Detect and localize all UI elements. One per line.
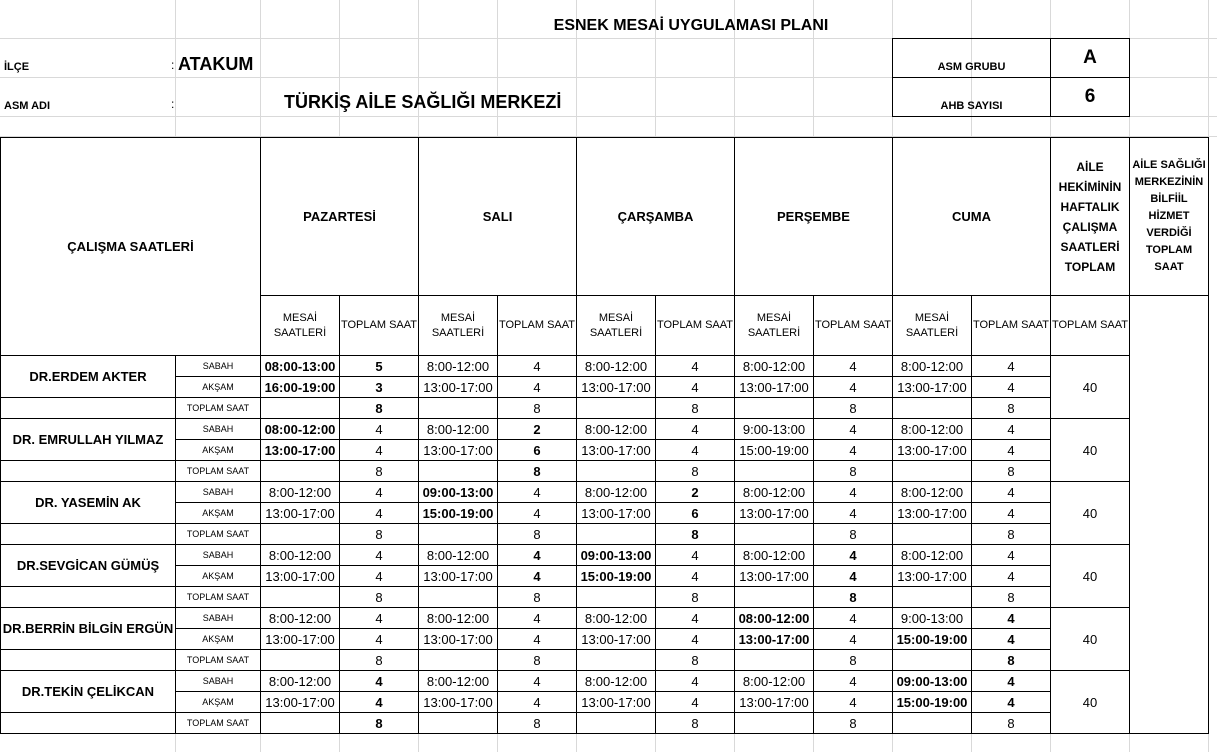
shift-time[interactable]: 08:00-12:00 <box>735 608 814 629</box>
shift-label-aksam: AKŞAM <box>176 377 261 398</box>
shift-hours[interactable]: 4 <box>972 356 1051 377</box>
empty-cell <box>1 587 176 608</box>
empty-cell <box>735 650 814 671</box>
shift-hours[interactable]: 2 <box>498 419 577 440</box>
table-row <box>1 524 1209 545</box>
shift-time[interactable]: 08:00-12:00 <box>261 419 340 440</box>
empty-cell <box>1 461 176 482</box>
daily-total[interactable]: 8 <box>498 587 577 608</box>
daily-total[interactable]: 8 <box>972 461 1051 482</box>
day-header: SALI <box>419 138 577 296</box>
shift-time[interactable]: 9:00-13:00 <box>735 419 814 440</box>
weekly-total[interactable]: 40 <box>1051 608 1130 671</box>
empty-cell <box>893 650 972 671</box>
shift-time[interactable]: 8:00-12:00 <box>735 356 814 377</box>
daily-total[interactable]: 8 <box>814 587 893 608</box>
shift-hours[interactable]: 4 <box>814 503 893 524</box>
shift-label-aksam: AKŞAM <box>176 503 261 524</box>
ahb-sayisi-value-cell[interactable] <box>1050 77 1130 117</box>
shift-time[interactable]: 13:00-17:00 <box>577 629 656 650</box>
shift-label-aksam: AKŞAM <box>176 629 261 650</box>
shift-hours[interactable]: 4 <box>656 545 735 566</box>
empty-cell <box>261 650 340 671</box>
shift-time[interactable]: 8:00-12:00 <box>577 482 656 503</box>
shift-time[interactable]: 13:00-17:00 <box>577 503 656 524</box>
shift-time[interactable]: 09:00-13:00 <box>419 482 498 503</box>
shift-time[interactable]: 8:00-12:00 <box>419 671 498 692</box>
shift-hours[interactable]: 4 <box>972 608 1051 629</box>
shift-hours[interactable]: 4 <box>498 356 577 377</box>
empty-cell <box>577 650 656 671</box>
header-row-days <box>1 138 1209 296</box>
doctor-name: DR.TEKİN ÇELİKCAN <box>1 671 176 713</box>
shift-hours[interactable]: 4 <box>814 671 893 692</box>
daily-total[interactable]: 8 <box>340 587 419 608</box>
mesai-saatleri-header: MESAİ SAATLERİ <box>261 296 340 356</box>
shift-hours[interactable]: 4 <box>498 692 577 713</box>
shift-hours[interactable]: 4 <box>656 440 735 461</box>
daily-total[interactable]: 8 <box>340 524 419 545</box>
shift-hours[interactable]: 4 <box>972 440 1051 461</box>
shift-label-toplam: TOPLAM SAAT <box>176 713 261 734</box>
shift-hours[interactable]: 4 <box>340 503 419 524</box>
shift-hours[interactable]: 4 <box>340 440 419 461</box>
shift-time[interactable]: 8:00-12:00 <box>419 356 498 377</box>
daily-total[interactable]: 8 <box>972 398 1051 419</box>
table-row <box>1 503 1209 524</box>
shift-time[interactable]: 8:00-12:00 <box>735 671 814 692</box>
shift-label-toplam: TOPLAM SAAT <box>176 524 261 545</box>
empty-cell <box>419 587 498 608</box>
shift-hours[interactable]: 4 <box>814 356 893 377</box>
shift-hours[interactable]: 4 <box>656 629 735 650</box>
daily-total[interactable]: 8 <box>340 398 419 419</box>
shift-label-sabah: SABAH <box>176 671 261 692</box>
table-row <box>1 608 1209 629</box>
daily-total[interactable]: 8 <box>814 524 893 545</box>
daily-total[interactable]: 8 <box>656 713 735 734</box>
shift-time[interactable]: 16:00-19:00 <box>261 377 340 398</box>
shift-time[interactable]: 13:00-17:00 <box>261 503 340 524</box>
shift-time[interactable]: 13:00-17:00 <box>735 692 814 713</box>
empty-cell <box>419 713 498 734</box>
shift-hours[interactable]: 4 <box>814 566 893 587</box>
shift-time[interactable]: 8:00-12:00 <box>577 356 656 377</box>
shift-hours[interactable]: 4 <box>498 629 577 650</box>
empty-cell <box>893 524 972 545</box>
ahb-sayisi-label-cell <box>892 77 1051 117</box>
weekly-total[interactable]: 40 <box>1051 482 1130 545</box>
table-row <box>1 356 1209 377</box>
empty-cell <box>735 398 814 419</box>
shift-hours[interactable]: 4 <box>972 377 1051 398</box>
shift-label-aksam: AKŞAM <box>176 566 261 587</box>
shift-time[interactable]: 15:00-19:00 <box>893 629 972 650</box>
shift-time[interactable]: 15:00-19:00 <box>893 692 972 713</box>
shift-time[interactable]: 8:00-12:00 <box>893 482 972 503</box>
calisma-saatleri-header: ÇALIŞMA SAATLERİ <box>1 138 261 356</box>
daily-total[interactable]: 8 <box>656 650 735 671</box>
shift-label-toplam: TOPLAM SAAT <box>176 650 261 671</box>
shift-hours[interactable]: 4 <box>814 440 893 461</box>
shift-time[interactable]: 13:00-17:00 <box>419 692 498 713</box>
shift-time[interactable]: 8:00-12:00 <box>261 608 340 629</box>
asm-adi-value[interactable]: TÜRKİŞ AİLE SAĞLIĞI MERKEZİ <box>284 92 562 112</box>
shift-time[interactable]: 13:00-17:00 <box>893 377 972 398</box>
empty-cell <box>1 398 176 419</box>
shift-time[interactable]: 13:00-17:00 <box>893 440 972 461</box>
empty-cell <box>893 587 972 608</box>
asm-total-empty <box>1130 296 1209 734</box>
asm-grubu-label: ASM GRUBU <box>937 61 1006 73</box>
shift-hours[interactable]: 3 <box>340 377 419 398</box>
day-header: ÇARŞAMBA <box>577 138 735 296</box>
shift-hours[interactable]: 4 <box>814 629 893 650</box>
mesai-saatleri-header: MESAİ SAATLERİ <box>419 296 498 356</box>
shift-time[interactable]: 09:00-13:00 <box>577 545 656 566</box>
day-header: CUMA <box>893 138 1051 296</box>
shift-hours[interactable]: 6 <box>656 503 735 524</box>
daily-total[interactable]: 8 <box>814 461 893 482</box>
shift-hours[interactable]: 4 <box>972 671 1051 692</box>
shift-time[interactable]: 13:00-17:00 <box>419 566 498 587</box>
daily-total[interactable]: 8 <box>340 461 419 482</box>
shift-hours[interactable]: 4 <box>656 692 735 713</box>
doctor-name: DR.BERRİN BİLGİN ERGÜN <box>1 608 176 650</box>
day-header: PAZARTESİ <box>261 138 419 296</box>
ilce-label: İLÇE <box>4 61 30 73</box>
mesai-saatleri-header: MESAİ SAATLERİ <box>735 296 814 356</box>
shift-time[interactable]: 8:00-12:00 <box>261 545 340 566</box>
asm-adi-label: ASM ADI <box>4 100 51 112</box>
empty-cell <box>735 713 814 734</box>
shift-time[interactable]: 13:00-17:00 <box>261 566 340 587</box>
empty-cell <box>261 524 340 545</box>
shift-hours[interactable]: 4 <box>972 566 1051 587</box>
toplam-saat-header: TOPLAM SAAT <box>498 296 577 356</box>
empty-cell <box>577 587 656 608</box>
empty-cell <box>893 398 972 419</box>
shift-time[interactable]: 13:00-17:00 <box>577 692 656 713</box>
daily-total[interactable]: 8 <box>498 524 577 545</box>
shift-hours[interactable]: 5 <box>340 356 419 377</box>
shift-time[interactable]: 13:00-17:00 <box>577 440 656 461</box>
shift-hours[interactable]: 4 <box>340 629 419 650</box>
shift-time[interactable]: 15:00-19:00 <box>419 503 498 524</box>
empty-cell <box>577 524 656 545</box>
shift-time[interactable]: 13:00-17:00 <box>261 629 340 650</box>
shift-hours[interactable]: 4 <box>340 566 419 587</box>
toplam-saat-header: TOPLAM SAAT <box>656 296 735 356</box>
daily-total[interactable]: 8 <box>814 713 893 734</box>
shift-hours[interactable]: 4 <box>814 419 893 440</box>
empty-cell <box>893 461 972 482</box>
toplam-saat-header: TOPLAM SAAT <box>340 296 419 356</box>
shift-hours[interactable]: 2 <box>656 482 735 503</box>
empty-cell <box>261 713 340 734</box>
table-row <box>1 545 1209 566</box>
shift-time[interactable]: 8:00-12:00 <box>735 545 814 566</box>
ilce-colon: : <box>171 58 175 72</box>
doctor-name: DR. EMRULLAH YILMAZ <box>1 419 176 461</box>
shift-time[interactable]: 13:00-17:00 <box>893 566 972 587</box>
doctor-name: DR.ERDEM AKTER <box>1 356 176 398</box>
shift-hours[interactable]: 4 <box>972 482 1051 503</box>
shift-time[interactable]: 13:00-17:00 <box>893 503 972 524</box>
daily-total[interactable]: 8 <box>656 524 735 545</box>
empty-cell <box>577 713 656 734</box>
doctor-name: DR. YASEMİN AK <box>1 482 176 524</box>
daily-total[interactable]: 8 <box>498 398 577 419</box>
table-row <box>1 692 1209 713</box>
shift-hours[interactable]: 4 <box>340 545 419 566</box>
table-row <box>1 650 1209 671</box>
shift-time[interactable]: 8:00-12:00 <box>577 608 656 629</box>
ahb-sayisi-value: 6 <box>1084 86 1096 107</box>
shift-hours[interactable]: 4 <box>814 545 893 566</box>
shift-time[interactable]: 13:00-17:00 <box>735 629 814 650</box>
table-row <box>1 461 1209 482</box>
mesai-saatleri-header: MESAİ SAATLERİ <box>577 296 656 356</box>
shift-hours[interactable]: 4 <box>656 671 735 692</box>
shift-time[interactable]: 08:00-13:00 <box>261 356 340 377</box>
shift-hours[interactable]: 4 <box>814 482 893 503</box>
shift-time[interactable]: 8:00-12:00 <box>261 482 340 503</box>
shift-hours[interactable]: 4 <box>340 692 419 713</box>
empty-cell <box>419 461 498 482</box>
shift-time[interactable]: 8:00-12:00 <box>577 419 656 440</box>
weekly-total[interactable]: 40 <box>1051 545 1130 608</box>
daily-total[interactable]: 8 <box>498 650 577 671</box>
shift-hours[interactable]: 4 <box>656 377 735 398</box>
daily-total[interactable]: 8 <box>656 398 735 419</box>
empty-cell <box>893 713 972 734</box>
shift-hours[interactable]: 4 <box>656 608 735 629</box>
shift-time[interactable]: 8:00-12:00 <box>419 545 498 566</box>
daily-total[interactable]: 8 <box>814 398 893 419</box>
empty-cell <box>735 461 814 482</box>
empty-cell <box>419 524 498 545</box>
weekly-total[interactable]: 40 <box>1051 356 1130 419</box>
shift-time[interactable]: 13:00-17:00 <box>419 629 498 650</box>
empty-cell <box>577 398 656 419</box>
doctor-name: DR.SEVGİCAN GÜMÜŞ <box>1 545 176 587</box>
asm-grubu-label-cell <box>892 38 1051 78</box>
shift-hours[interactable]: 6 <box>498 440 577 461</box>
asm-adi-colon: : <box>171 97 175 111</box>
weekly-total[interactable]: 40 <box>1051 419 1130 482</box>
shift-hours[interactable]: 4 <box>498 545 577 566</box>
shift-hours[interactable]: 4 <box>498 671 577 692</box>
shift-hours[interactable]: 4 <box>498 608 577 629</box>
empty-cell <box>577 461 656 482</box>
empty-cell <box>261 398 340 419</box>
toplam-saat-header: TOPLAM SAAT <box>814 296 893 356</box>
shift-hours[interactable]: 4 <box>498 503 577 524</box>
empty-cell <box>735 524 814 545</box>
shift-hours[interactable]: 4 <box>340 608 419 629</box>
daily-total[interactable]: 8 <box>340 650 419 671</box>
table-row <box>1 482 1209 503</box>
shift-time[interactable]: 13:00-17:00 <box>577 377 656 398</box>
schedule-table <box>0 137 1209 734</box>
shift-time[interactable]: 13:00-17:00 <box>735 503 814 524</box>
shift-hours[interactable]: 4 <box>340 482 419 503</box>
shift-label-sabah: SABAH <box>176 356 261 377</box>
empty-cell <box>419 650 498 671</box>
daily-total[interactable]: 8 <box>972 650 1051 671</box>
shift-hours[interactable]: 4 <box>656 356 735 377</box>
empty-cell <box>735 587 814 608</box>
table-row <box>1 566 1209 587</box>
table-row <box>1 377 1209 398</box>
shift-hours[interactable]: 4 <box>972 692 1051 713</box>
empty-cell <box>1 524 176 545</box>
ilce-value[interactable]: ATAKUM <box>178 54 254 74</box>
shift-time[interactable]: 15:00-19:00 <box>577 566 656 587</box>
asm-grubu-value-cell[interactable] <box>1050 38 1130 78</box>
table-row <box>1 629 1209 650</box>
shift-hours[interactable]: 4 <box>972 503 1051 524</box>
shift-time[interactable]: 13:00-17:00 <box>261 440 340 461</box>
shift-time[interactable]: 8:00-12:00 <box>577 671 656 692</box>
daily-total[interactable]: 8 <box>656 461 735 482</box>
shift-time[interactable]: 13:00-17:00 <box>735 377 814 398</box>
shift-hours[interactable]: 4 <box>656 419 735 440</box>
shift-time[interactable]: 09:00-13:00 <box>893 671 972 692</box>
day-header: PERŞEMBE <box>735 138 893 296</box>
shift-label-sabah: SABAH <box>176 608 261 629</box>
daily-total[interactable]: 8 <box>498 461 577 482</box>
aile-hekimi-total-header: AİLE HEKİMİNİN HAFTALIK ÇALIŞMA SAATLERİ TOPLAM <box>1051 138 1130 296</box>
shift-label-aksam: AKŞAM <box>176 692 261 713</box>
shift-time[interactable]: 9:00-13:00 <box>893 608 972 629</box>
shift-hours[interactable]: 4 <box>814 608 893 629</box>
daily-total[interactable]: 8 <box>972 524 1051 545</box>
shift-hours[interactable]: 4 <box>498 566 577 587</box>
shift-time[interactable]: 8:00-12:00 <box>419 419 498 440</box>
daily-total[interactable]: 8 <box>972 587 1051 608</box>
shift-time[interactable]: 13:00-17:00 <box>419 377 498 398</box>
table-row <box>1 587 1209 608</box>
shift-time[interactable]: 13:00-17:00 <box>261 692 340 713</box>
daily-total[interactable]: 8 <box>972 713 1051 734</box>
shift-label-toplam: TOPLAM SAAT <box>176 461 261 482</box>
shift-time[interactable]: 13:00-17:00 <box>735 566 814 587</box>
daily-total[interactable]: 8 <box>340 713 419 734</box>
table-row <box>1 398 1209 419</box>
table-row <box>1 440 1209 461</box>
shift-time[interactable]: 8:00-12:00 <box>893 356 972 377</box>
shift-time[interactable]: 8:00-12:00 <box>893 419 972 440</box>
shift-hours[interactable]: 4 <box>972 629 1051 650</box>
sheet-title: ESNEK MESAİ UYGULAMASI PLANI <box>553 17 829 34</box>
asm-grubu-value: A <box>1083 47 1097 68</box>
table-row <box>1 671 1209 692</box>
shift-hours[interactable]: 4 <box>340 419 419 440</box>
toplam-saat-header: TOPLAM SAAT <box>972 296 1051 356</box>
weekly-total[interactable]: 40 <box>1051 671 1130 734</box>
shift-label-aksam: AKŞAM <box>176 440 261 461</box>
empty-cell <box>1 650 176 671</box>
empty-cell <box>419 398 498 419</box>
shift-label-toplam: TOPLAM SAAT <box>176 587 261 608</box>
daily-total[interactable]: 8 <box>656 587 735 608</box>
shift-label-sabah: SABAH <box>176 545 261 566</box>
weekly-toplam-saat-header: TOPLAM SAAT <box>1051 296 1130 356</box>
shift-time[interactable]: 13:00-17:00 <box>419 440 498 461</box>
ahb-sayisi-label: AHB SAYISI <box>940 100 1003 112</box>
shift-hours[interactable]: 4 <box>814 377 893 398</box>
shift-time[interactable]: 8:00-12:00 <box>261 671 340 692</box>
shift-hours[interactable]: 4 <box>972 419 1051 440</box>
daily-total[interactable]: 8 <box>814 650 893 671</box>
shift-label-toplam: TOPLAM SAAT <box>176 398 261 419</box>
empty-cell <box>1 713 176 734</box>
shift-hours[interactable]: 4 <box>340 671 419 692</box>
table-row <box>1 419 1209 440</box>
shift-time[interactable]: 8:00-12:00 <box>893 545 972 566</box>
asm-total-header: AİLE SAĞLIĞI MERKEZİNİN BİLFİİL HİZMET VERDİĞİ TOPLAM SAAT <box>1130 138 1209 296</box>
shift-time[interactable]: 15:00-19:00 <box>735 440 814 461</box>
shift-time[interactable]: 8:00-12:00 <box>735 482 814 503</box>
shift-hours[interactable]: 4 <box>498 482 577 503</box>
empty-cell <box>261 587 340 608</box>
shift-hours[interactable]: 4 <box>498 377 577 398</box>
shift-hours[interactable]: 4 <box>972 545 1051 566</box>
shift-hours[interactable]: 4 <box>656 566 735 587</box>
shift-label-sabah: SABAH <box>176 482 261 503</box>
empty-cell <box>261 461 340 482</box>
mesai-saatleri-header: MESAİ SAATLERİ <box>893 296 972 356</box>
daily-total[interactable]: 8 <box>498 713 577 734</box>
shift-label-sabah: SABAH <box>176 419 261 440</box>
shift-time[interactable]: 8:00-12:00 <box>419 608 498 629</box>
table-row <box>1 713 1209 734</box>
shift-hours[interactable]: 4 <box>814 692 893 713</box>
